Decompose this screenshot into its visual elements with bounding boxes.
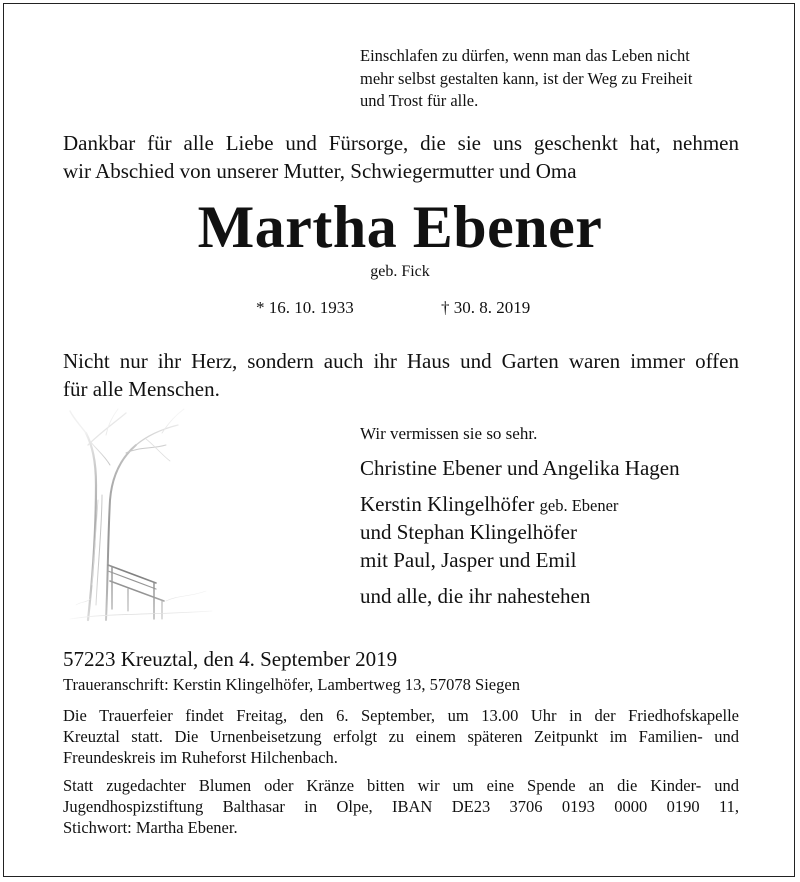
mourning-address: Traueranschrift: Kerstin Klingelhöfer, Lambertweg 13, 57078 Siegen	[63, 675, 520, 694]
mourner-line: und alle, die ihr nahestehen	[360, 584, 591, 608]
mourner-line: Kerstin Klingelhöfer geb. Ebener	[360, 492, 619, 516]
deceased-name: Martha Ebener	[197, 194, 603, 260]
tree-bench-sketch-icon	[66, 405, 216, 627]
motto-text: Einschlafen zu dürfen, wenn man das Leben nicht mehr selbst gestalten kann, ist der Weg zu Freiheit und Trost für alle.	[360, 46, 693, 110]
mourner-line: und Stephan Klingelhöfer	[360, 520, 577, 544]
mourner-line: Christine Ebener und Angelika Hagen	[360, 456, 680, 480]
death-date: † 30. 8. 2019	[441, 298, 531, 317]
service-info: Die Trauerfeier findet Freitag, den 6. September, um 13.00 Uhr in der Friedhofskapelle Kreuztal statt. Die Urnenbeisetzung erfolgt zu einem späteren Zeitpunkt im Familien- und Freundeskreis im Ruheforst Hilchenbach.	[63, 706, 739, 767]
mourner-line: mit Paul, Jasper und Emil	[360, 548, 577, 572]
birth-date: * 16. 10. 1933	[256, 298, 354, 317]
place-date: 57223 Kreuztal, den 4. September 2019	[63, 647, 398, 671]
donation-info: Statt zugedachter Blumen oder Kränze bitten wir um eine Spende an die Kinder- und Jugendhospizstiftung Balthasar in Olpe, IBAN DE23 3706 0193 0000 0190 11, Stichwort: Martha Ebener.	[63, 776, 739, 837]
maiden-name: geb. Fick	[370, 263, 430, 280]
intro-text: Dankbar für alle Liebe und Fürsorge, die sie uns geschenkt hat, nehmen wir Abschied von unserer Mutter, Schwiegermutter und Oma	[63, 131, 739, 183]
quote-text: Nicht nur ihr Herz, sondern auch ihr Haus und Garten waren immer offen für alle Menschen.	[63, 349, 739, 401]
mourners-intro: Wir vermissen sie so sehr.	[360, 424, 538, 443]
